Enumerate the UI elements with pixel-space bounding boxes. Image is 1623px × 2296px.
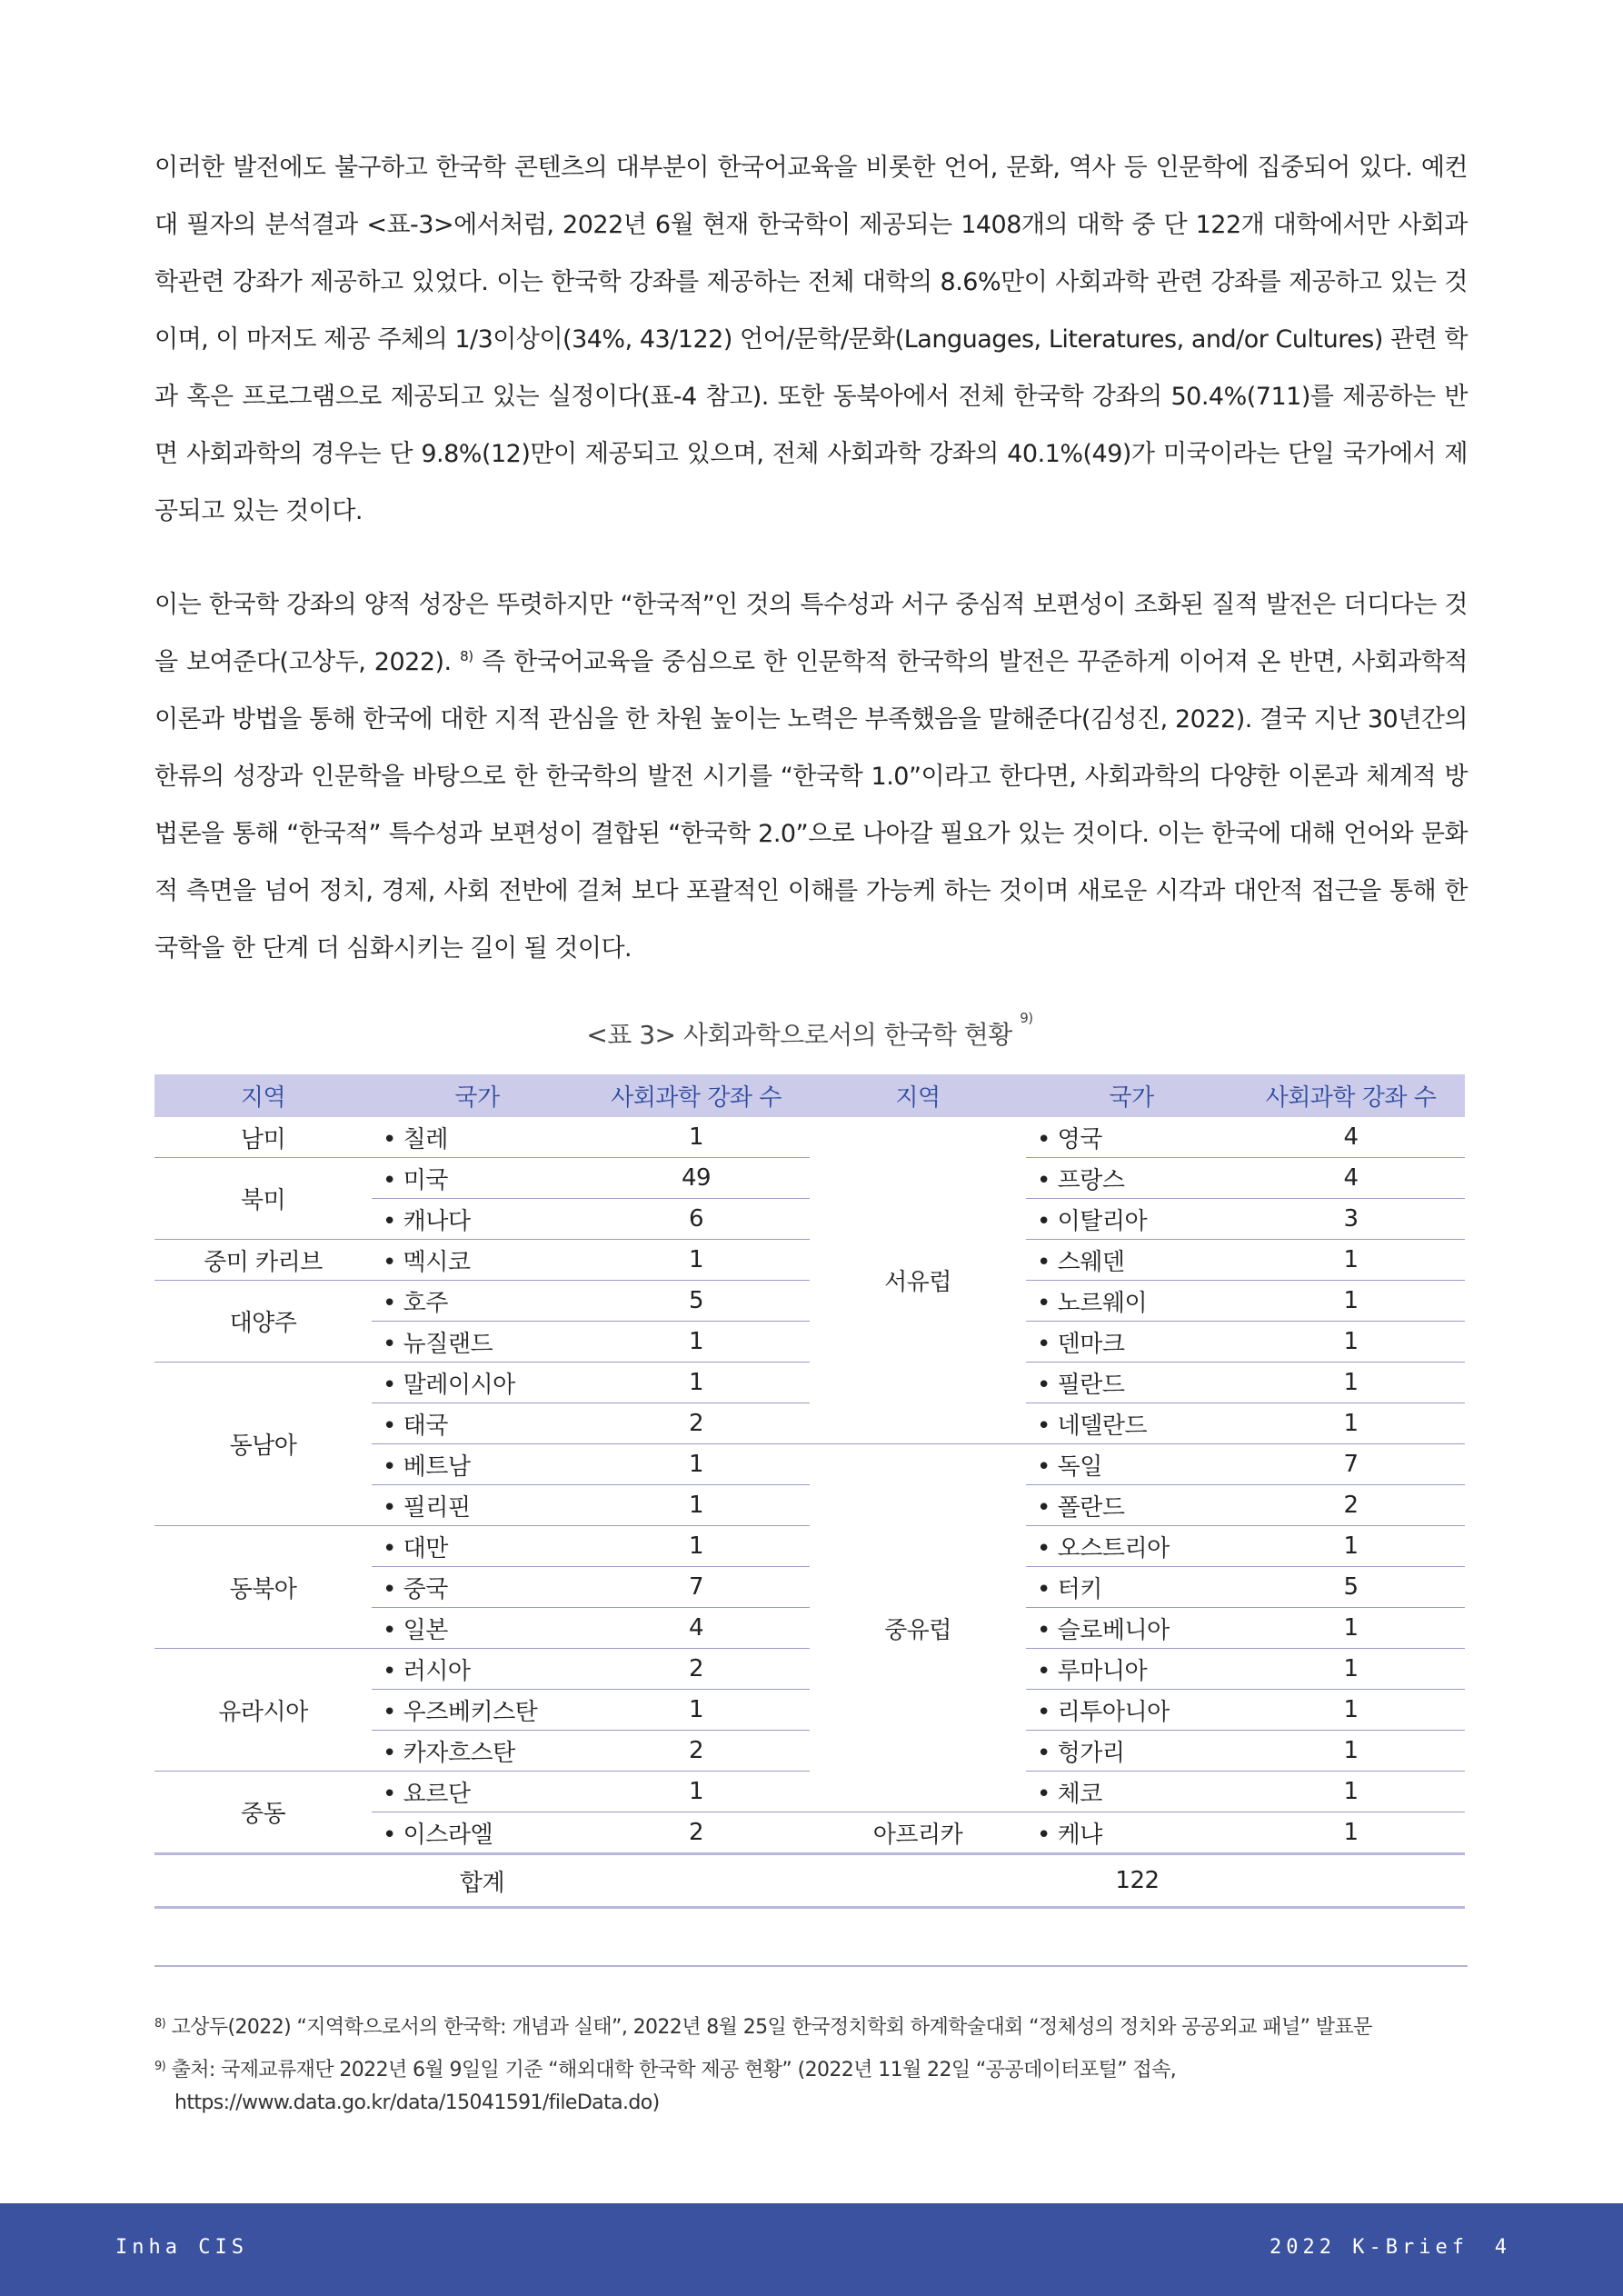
footnote-8-number: 8) xyxy=(154,2017,166,2031)
header-country-right: 국가 xyxy=(1026,1074,1237,1117)
country-cell: • 이탈리아 xyxy=(1026,1199,1237,1240)
footnote-ref-8: 8) xyxy=(460,648,473,664)
header-country-left: 국가 xyxy=(372,1074,582,1117)
count-cell: 5 xyxy=(1237,1567,1465,1608)
country-cell: • 멕시코 xyxy=(372,1240,582,1281)
header-count-left: 사회과학 강좌 수 xyxy=(582,1074,810,1117)
count-cell: 1 xyxy=(1237,1649,1465,1690)
count-cell: 3 xyxy=(1237,1199,1465,1240)
count-cell: 2 xyxy=(582,1731,810,1772)
page-number: 4 xyxy=(1494,2236,1507,2259)
count-cell: 1 xyxy=(582,1772,810,1812)
country-cell: • 대만 xyxy=(372,1526,582,1567)
count-cell: 6 xyxy=(582,1199,810,1240)
country-cell: • 칠레 xyxy=(372,1117,582,1158)
total-label: 합계 xyxy=(154,1854,810,1908)
count-cell: 1 xyxy=(582,1444,810,1485)
country-cell: • 오스트리아 xyxy=(1026,1526,1237,1567)
paragraph-2-part-b: 즉 한국어교육을 중심으로 한 인문학적 한국학의 발전은 꾸준하게 이어져 온 반면, 사회과학적 이론과 방법을 통해 한국에 대한 지적 관심을 한 차원 높이는 노력은 부족했음을 말해준다(김성진, 2022). 결국 지난 30년간의 한류의 성장과 인문학을 바탕으로 한 한국학의 발전 시기를 “한국학 1.0”이라고 한다면, 사회과학의 다양한 이론과 체계적 방법론을 통해 “한국적” 특수성과 보편성이 결합된 “한국학 2.0”으로 나아갈 필요가 있는 것이다. 이는 한국에 대해 언어와 문화적 측면을 넘어 정치, 경제, 사회 전반에 걸쳐 보다 포괄적인 이해를 가능케 하는 것이며 새로운 시각과 대안적 접근을 통해 한국학을 한 단계 더 심화시키는 길이 될 것이다. xyxy=(154,648,1469,963)
count-cell: 1 xyxy=(582,1117,810,1158)
country-cell: • 베트남 xyxy=(372,1444,582,1485)
count-cell: 1 xyxy=(582,1485,810,1526)
region-cell: 서유럽 xyxy=(810,1117,1026,1444)
count-cell: 4 xyxy=(1237,1117,1465,1158)
region-cell: 북미 xyxy=(154,1158,372,1240)
country-cell: • 슬로베니아 xyxy=(1026,1608,1237,1649)
country-cell: • 중국 xyxy=(372,1567,582,1608)
footnote-8-text: 고상두(2022) “지역학으로서의 한국학: 개념과 실태”, 2022년 8월 25일 한국정치학회 하계학술대회 “정체성의 정치와 공공외교 패널” 발표문 xyxy=(171,2016,1372,2039)
country-cell: • 프랑스 xyxy=(1026,1158,1237,1199)
body-paragraph-2 xyxy=(154,576,1468,977)
country-cell: • 리투아니아 xyxy=(1026,1690,1237,1731)
count-cell: 1 xyxy=(582,1690,810,1731)
page-footer xyxy=(0,2203,1623,2296)
footnote-ref-9: 9) xyxy=(1020,1010,1033,1026)
country-cell: • 캐나다 xyxy=(372,1199,582,1240)
table-header-row xyxy=(154,1074,1465,1117)
country-cell: • 뉴질랜드 xyxy=(372,1322,582,1363)
country-cell: • 요르단 xyxy=(372,1772,582,1812)
country-cell: • 러시아 xyxy=(372,1649,582,1690)
count-cell: 1 xyxy=(582,1526,810,1567)
footnote-divider xyxy=(154,1965,1468,1967)
country-cell: • 노르웨이 xyxy=(1026,1281,1237,1322)
region-cell: 아프리카 xyxy=(810,1812,1026,1854)
footer-publisher: Inha CIS xyxy=(115,2236,248,2259)
count-cell: 1 xyxy=(1237,1812,1465,1854)
count-cell: 1 xyxy=(1237,1690,1465,1731)
footnote-9 xyxy=(154,2054,1468,2120)
footnote-8 xyxy=(154,2011,1468,2044)
count-cell: 7 xyxy=(582,1567,810,1608)
table-caption-text: <표 3> 사회과학으로서의 한국학 현황 xyxy=(586,1020,1012,1050)
country-cell: • 호주 xyxy=(372,1281,582,1322)
country-cell: • 루마니아 xyxy=(1026,1649,1237,1690)
count-cell: 49 xyxy=(582,1158,810,1199)
region-cell: 중유럽 xyxy=(810,1444,1026,1812)
count-cell: 7 xyxy=(1237,1444,1465,1485)
country-cell: • 태국 xyxy=(372,1403,582,1444)
region-cell: 대양주 xyxy=(154,1281,372,1363)
country-cell: • 이스라엘 xyxy=(372,1812,582,1854)
table-caption xyxy=(154,1010,1465,1052)
region-cell: 남미 xyxy=(154,1117,372,1158)
header-count-right: 사회과학 강좌 수 xyxy=(1237,1074,1465,1117)
count-cell: 2 xyxy=(1237,1485,1465,1526)
country-cell: • 말레이시아 xyxy=(372,1363,582,1403)
count-cell: 1 xyxy=(582,1322,810,1363)
count-cell: 2 xyxy=(582,1649,810,1690)
total-row xyxy=(154,1854,1465,1908)
country-cell: • 헝가리 xyxy=(1026,1731,1237,1772)
body-paragraph-1: 이러한 발전에도 불구하고 한국학 콘텐츠의 대부분이 한국어교육을 비롯한 언어, 문화, 역사 등 인문학에 집중되어 있다. 예컨대 필자의 분석결과 <표-3>에서처럼, 2022년 6월 현재 한국학이 제공되는 1408개의 대학 중 단 122개 대학에서만 사회과학관련 강좌가 제공하고 있었다. 이는 한국학 강좌를 제공하는 전체 대학의 8.6%만이 사회과학 관련 강좌를 제공하고 있는 것이며, 이 마저도 제공 주체의 1/3이상이(34%, 43/122) 언어/문학/문화(Languages, Literatures, and/or Cultures) 관련 학과 혹은 프로그램으로 제공되고 있는 실정이다(표-4 참고). 또한 동북아에서 전체 한국학 강좌의 50.4%(711)를 제공하는 반면 사회과학의 경우는 단 9.8%(12)만이 제공되고 있으며, 전체 사회과학 강좌의 40.1%(49)가 미국이라는 단일 국가에서 제공되고 있는 것이다. xyxy=(154,154,1468,525)
region-cell: 중미 카리브 xyxy=(154,1240,372,1281)
count-cell: 5 xyxy=(582,1281,810,1322)
count-cell: 4 xyxy=(582,1608,810,1649)
country-cell: • 카자흐스탄 xyxy=(372,1731,582,1772)
country-cell: • 체코 xyxy=(1026,1772,1237,1812)
country-cell: • 일본 xyxy=(372,1608,582,1649)
country-cell: • 네델란드 xyxy=(1026,1403,1237,1444)
footnote-9-number: 9) xyxy=(154,2060,166,2073)
country-cell: • 영국 xyxy=(1026,1117,1237,1158)
region-cell: 중동 xyxy=(154,1772,372,1854)
country-cell: • 터키 xyxy=(1026,1567,1237,1608)
count-cell: 1 xyxy=(1237,1526,1465,1567)
footer-series: 2022 K-Brief xyxy=(1270,2236,1469,2259)
country-cell: • 케냐 xyxy=(1026,1812,1237,1854)
country-cell: • 필란드 xyxy=(1026,1363,1237,1403)
count-cell: 1 xyxy=(1237,1403,1465,1444)
table-row xyxy=(154,1117,1465,1158)
count-cell: 1 xyxy=(1237,1322,1465,1363)
country-cell: • 미국 xyxy=(372,1158,582,1199)
count-cell: 1 xyxy=(1237,1731,1465,1772)
count-cell: 1 xyxy=(582,1240,810,1281)
count-cell: 1 xyxy=(1237,1240,1465,1281)
region-cell: 동남아 xyxy=(154,1363,372,1526)
total-value: 122 xyxy=(810,1854,1465,1908)
paragraph-2-part-a: 이는 한국학 강좌의 양적 성장은 뚜렷하지만 “한국적”인 것의 특수성과 서구 중심적 보편성이 조화된 질적 발전은 더디다는 것을 보여준다(고상두, 2022). xyxy=(154,591,1468,676)
count-cell: 1 xyxy=(1237,1772,1465,1812)
count-cell: 1 xyxy=(582,1363,810,1403)
country-cell: • 우즈베키스탄 xyxy=(372,1690,582,1731)
footnote-9-text: 출처: 국제교류재단 2022년 6월 9일일 기준 “해외대학 한국학 제공 현황” (2022년 11월 22일 “공공데이터포털” 접속, xyxy=(171,2059,1177,2081)
region-cell: 동북아 xyxy=(154,1526,372,1649)
header-region-left: 지역 xyxy=(154,1074,372,1117)
count-cell: 1 xyxy=(1237,1608,1465,1649)
country-cell: • 덴마크 xyxy=(1026,1322,1237,1363)
country-cell: • 스웨덴 xyxy=(1026,1240,1237,1281)
count-cell: 2 xyxy=(582,1812,810,1854)
region-cell: 유라시아 xyxy=(154,1649,372,1772)
footnote-9-url: https://www.data.go.kr/data/15041591/fileData.do) xyxy=(174,2091,660,2114)
country-cell: • 필리핀 xyxy=(372,1485,582,1526)
count-cell: 1 xyxy=(1237,1281,1465,1322)
social-science-table xyxy=(154,1074,1465,1909)
country-cell: • 폴란드 xyxy=(1026,1485,1237,1526)
count-cell: 1 xyxy=(1237,1363,1465,1403)
country-cell: • 독일 xyxy=(1026,1444,1237,1485)
count-cell: 4 xyxy=(1237,1158,1465,1199)
header-region-right: 지역 xyxy=(810,1074,1026,1117)
count-cell: 2 xyxy=(582,1403,810,1444)
